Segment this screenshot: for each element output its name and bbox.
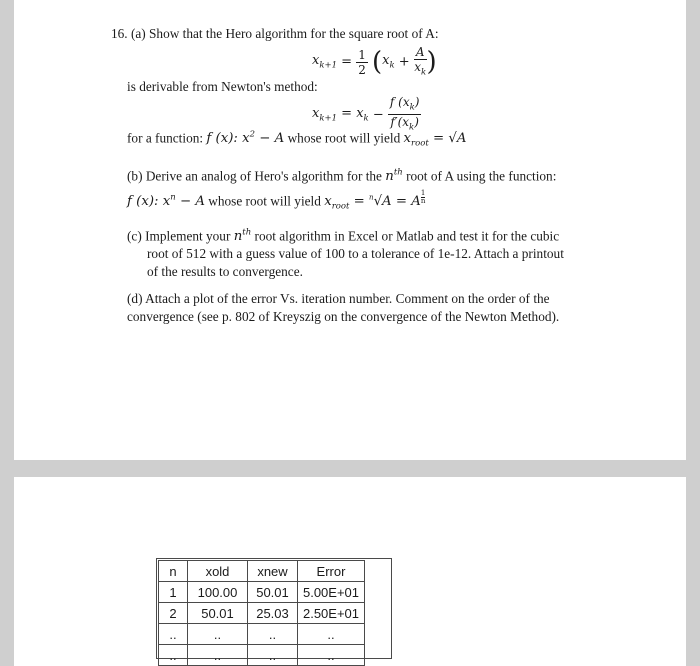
cell-error: 2.50E+01 <box>298 603 365 624</box>
cell-xold: .. <box>188 645 248 666</box>
part-c-line3: of the results to convergence. <box>147 264 303 279</box>
cell-n: .. <box>159 624 188 645</box>
part-b-line2: f (x): $x^n - A$ whose root will yield $x_{root} = ^n√A = A$ $^{\frac{1}{n}}$ <box>127 189 426 213</box>
cell-xnew: 25.03 <box>248 603 298 624</box>
cell-error: .. <box>298 624 365 645</box>
newton-formula: $x_{k+1} = x_k$ − $\frac{f (x_k)}{f'(x_k)}$ <box>312 95 420 133</box>
cell-n: .. <box>159 645 188 666</box>
part-c-line2: root of 512 with a guess value of 100 to a tolerance of 1e-12. Attach a printout <box>147 246 564 261</box>
cell-xnew: 50.01 <box>248 582 298 603</box>
cell-n: 2 <box>159 603 188 624</box>
part-c-line1: (c) Implement your $n^{th}$ root algorithm in Excel or Matlab and test it for the cubic <box>127 228 560 245</box>
part-a-heading: 16. (a) Show that the Hero algorithm for the square root of A: <box>111 26 439 41</box>
for-function-line: for a function: f (x): $x^2 - A$ whose root will yield $x_{root} = √A$ <box>127 130 467 150</box>
part-b-line1: (b) Derive an analog of Hero's algorithm for the $n^{th}$ root of A using the function: <box>127 168 557 185</box>
cell-xnew: .. <box>248 624 298 645</box>
cell-xold: 50.01 <box>188 603 248 624</box>
cell-error: 5.00E+01 <box>298 582 365 603</box>
table-row <box>159 624 365 645</box>
cell-xnew: .. <box>248 645 298 666</box>
cell-error: .. <box>298 645 365 666</box>
cell-n: 1 <box>159 582 188 603</box>
cell-xold: 100.00 <box>188 582 248 603</box>
table-row <box>159 645 365 666</box>
header-error: Error <box>298 561 365 582</box>
results-table <box>158 560 365 666</box>
table-header-row <box>159 561 365 582</box>
table-row <box>159 603 365 624</box>
derivable-text: is derivable from Newton's method: <box>127 79 318 94</box>
hero-formula: $x_{k+1}$ = $\frac{1}{2}$ ($x_k$ + $\frac{A}{x_k}$ ) <box>312 45 437 78</box>
cell-xold: .. <box>188 624 248 645</box>
table-row <box>159 582 365 603</box>
part-d-line1: (d) Attach a plot of the error Vs. iteration number. Comment on the order of the <box>127 291 550 306</box>
part-d-line2: convergence (see p. 802 of Kreyszig on the convergence of the Newton Method). <box>127 309 560 324</box>
header-xnew: xnew <box>248 561 298 582</box>
header-n: n <box>159 561 188 582</box>
header-xold: xold <box>188 561 248 582</box>
